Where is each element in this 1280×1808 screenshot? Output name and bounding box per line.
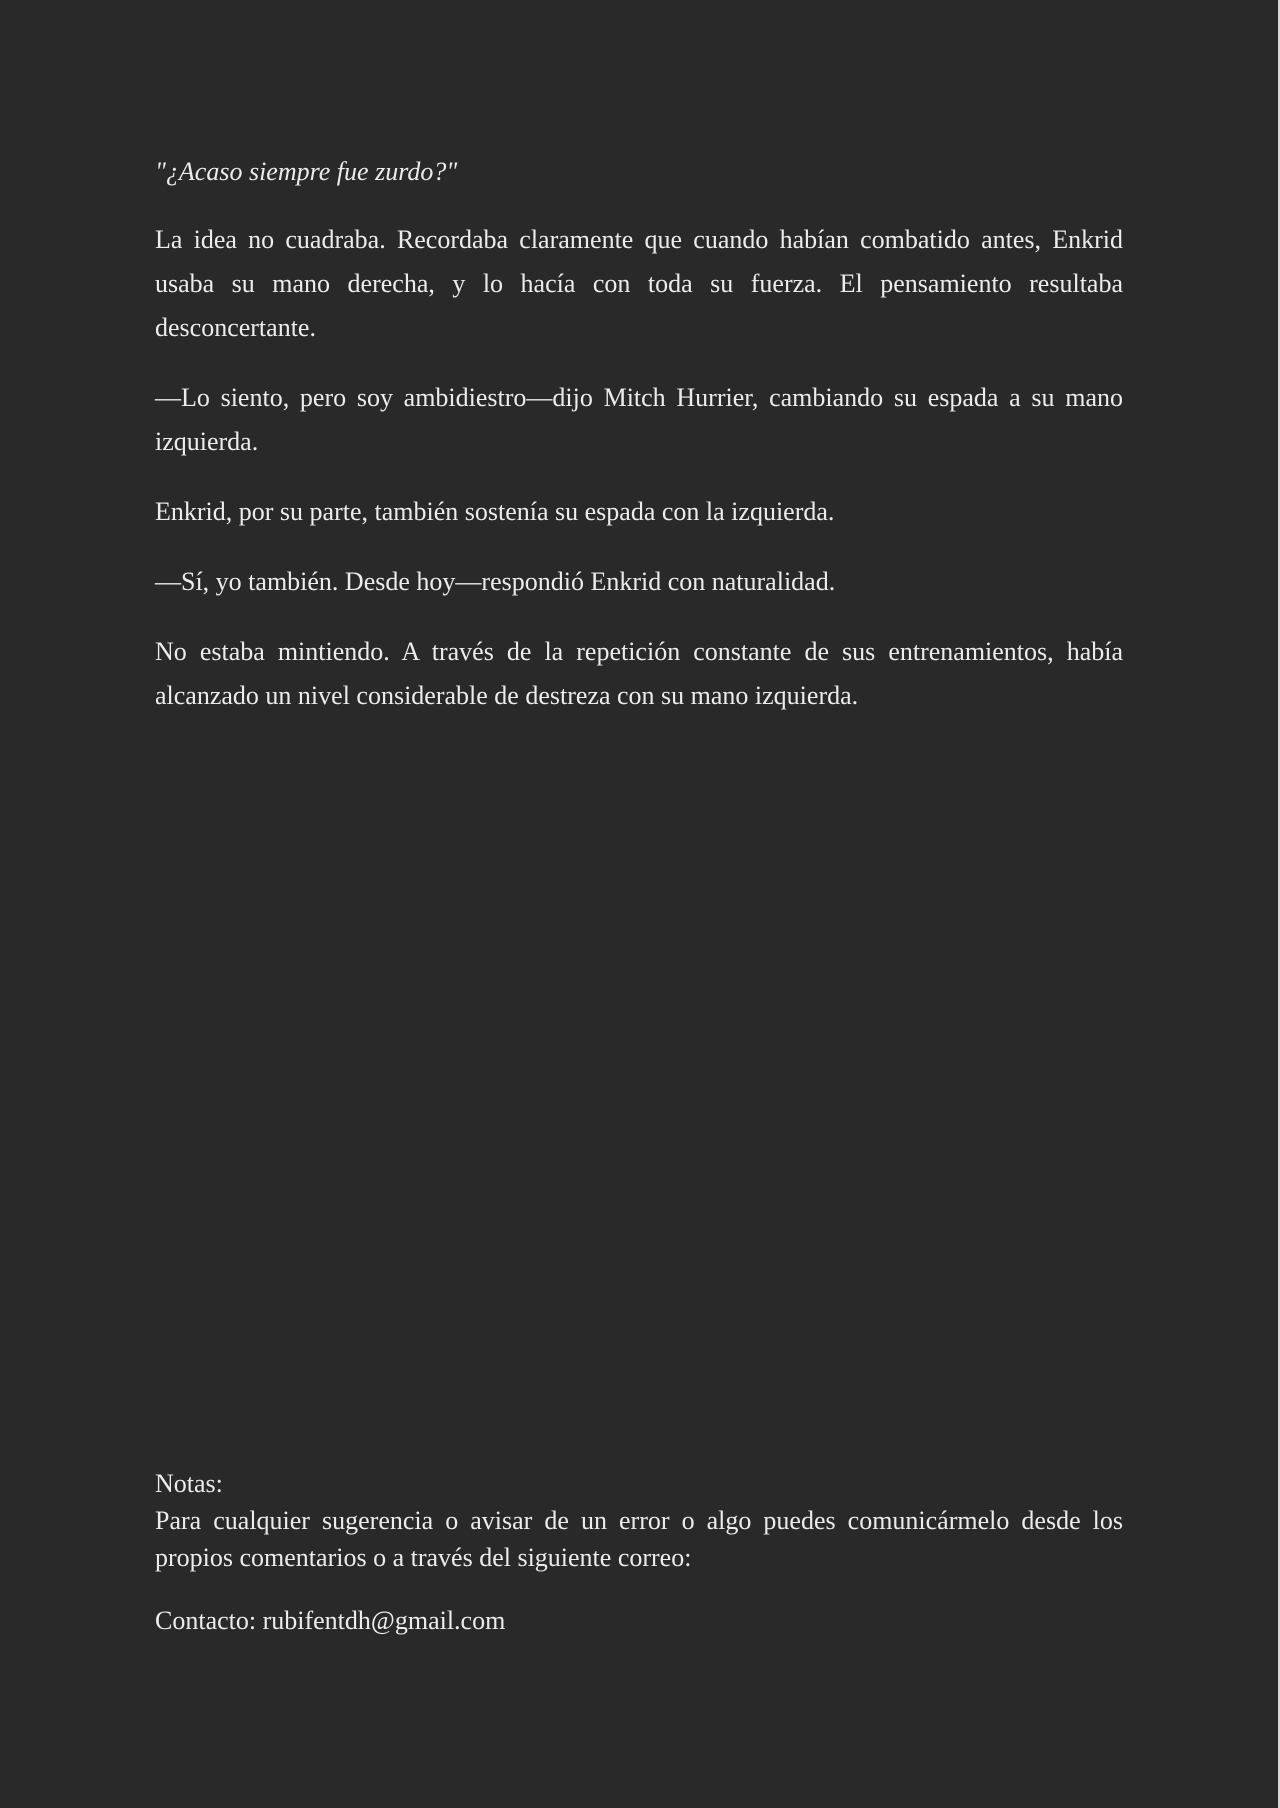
story-paragraph: —Lo siento, pero soy ambidiestro—dijo Mitch Hurrier, cambiando su espada a su mano izquierda. xyxy=(155,383,1123,456)
story-paragraph: Enkrid, por su parte, también sostenía su espada con la izquierda. xyxy=(155,497,835,526)
story-paragraph: La idea no cuadraba. Recordaba claramente que cuando habían combatido antes, Enkrid usaba su mano derecha, y lo hacía con toda su fuerza. El pensamiento resultaba desconcertante. xyxy=(155,225,1123,342)
story-paragraph: No estaba mintiendo. A través de la repetición constante de sus entrenamientos, había alcanzado un nivel considerable de destreza con su mano izquierda. xyxy=(155,637,1123,710)
contact-label: Contacto: xyxy=(155,1606,263,1635)
story-paragraph: —Sí, yo también. Desde hoy—respondió Enkrid con naturalidad. xyxy=(155,567,836,596)
contact-line xyxy=(155,1602,1123,1639)
contact-email[interactable]: rubifentdh@gmail.com xyxy=(262,1606,506,1635)
notes-section xyxy=(155,1465,1123,1639)
notes-body: Para cualquier sugerencia o avisar de un error o algo puedes comunicármelo desde los propios comentarios o a través del siguiente correo: xyxy=(155,1506,1123,1572)
inner-thought: "¿Acaso siempre fue zurdo?" xyxy=(155,157,458,186)
notes-heading: Notas: xyxy=(155,1469,223,1498)
story-content xyxy=(155,150,1123,744)
